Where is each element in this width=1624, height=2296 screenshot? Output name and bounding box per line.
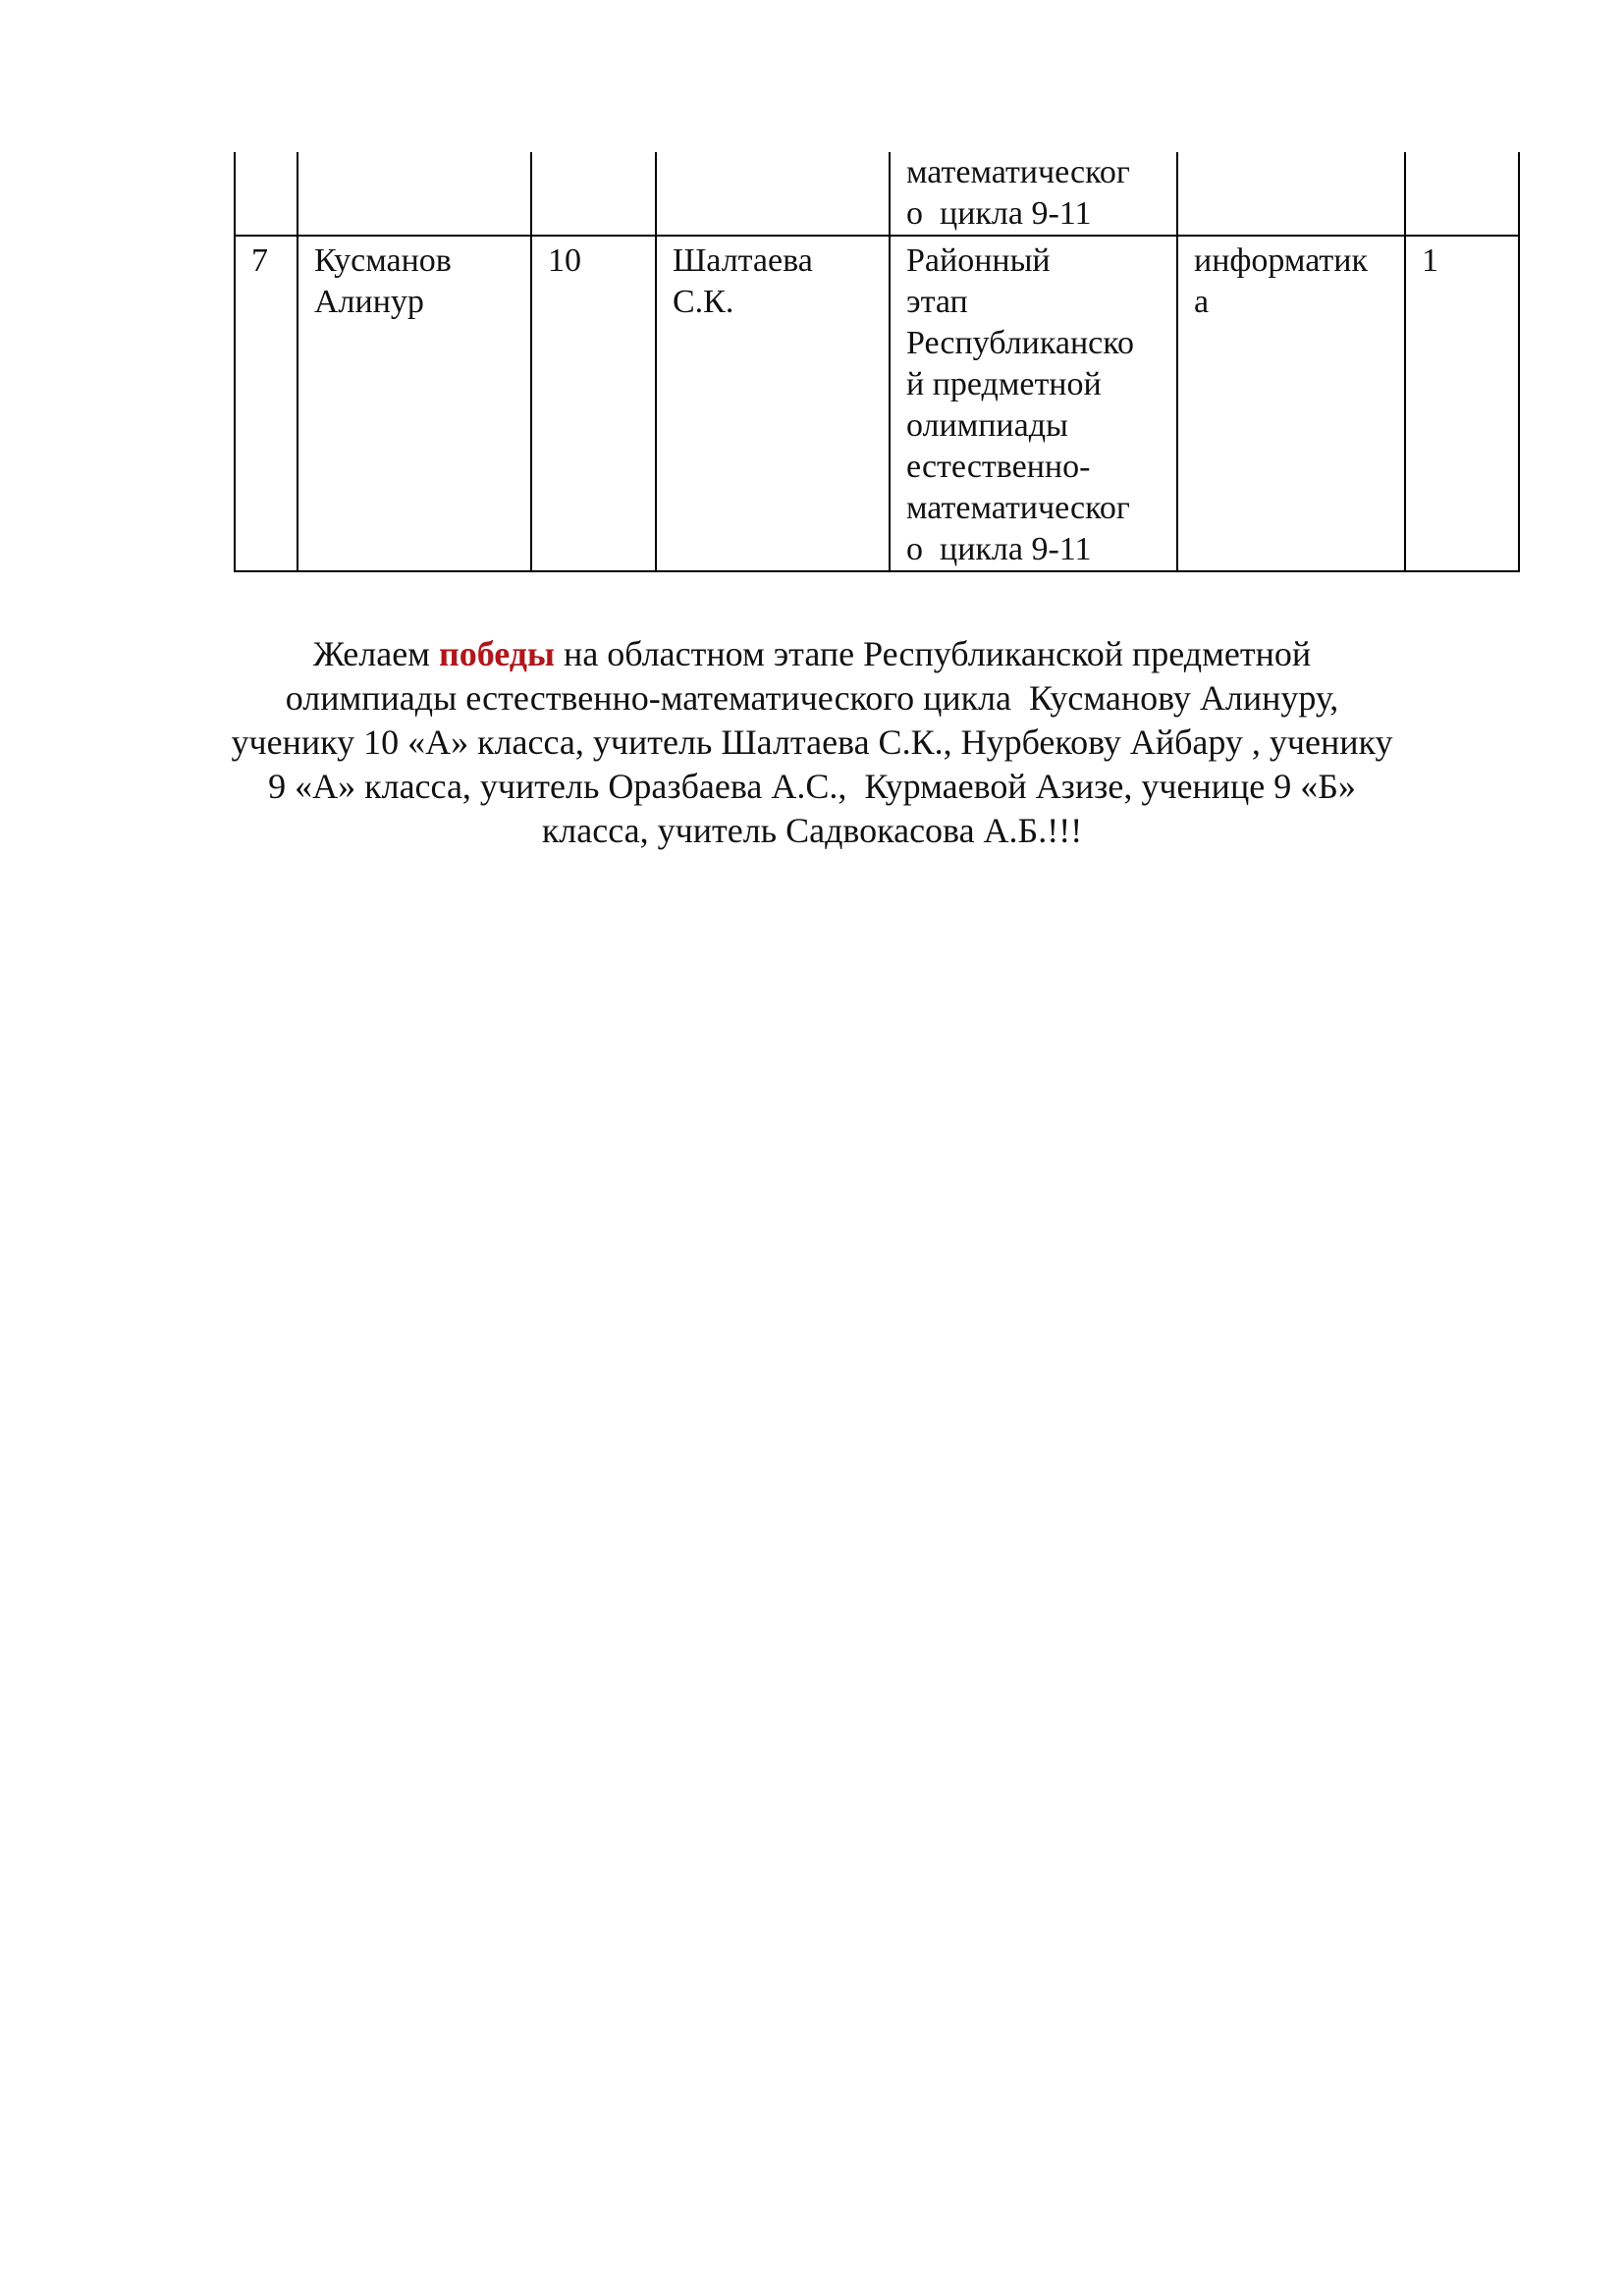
subject-line: а — [1194, 284, 1210, 320]
name-line: Кусманов — [314, 242, 452, 279]
cell-teacher — [656, 236, 890, 571]
congrats-text: Желаем — [312, 634, 439, 673]
teacher-line: Шалтаева — [673, 242, 813, 279]
event-line: естественно- — [906, 449, 1091, 485]
event-line: олимпиады — [906, 407, 1068, 444]
event-line: математическог — [906, 154, 1130, 190]
cell-num — [235, 152, 298, 236]
cell-place — [1405, 152, 1519, 236]
congratulation-paragraph — [196, 632, 1428, 853]
cell-subject — [1177, 236, 1405, 571]
subject-line: информатик — [1194, 242, 1368, 279]
event-line: Районный — [906, 242, 1051, 279]
table-row — [235, 236, 1519, 571]
cell-num: 7 — [235, 236, 298, 571]
congrats-line-3: ученику 10 «А» класса, учитель Шалтаева С.К., Нурбекову Айбару , ученику — [231, 722, 1393, 762]
event-line: о цикла 9-11 — [906, 195, 1092, 232]
cell-subject — [1177, 152, 1405, 236]
cell-grade — [531, 152, 656, 236]
event-line: й предметной — [906, 366, 1102, 402]
name-line: Алинур — [314, 284, 424, 320]
table-row-continuation — [235, 152, 1519, 236]
event-line: математическог — [906, 490, 1130, 526]
cell-event — [890, 152, 1177, 236]
congrats-line-5: класса, учитель Садвокасова А.Б.!!! — [541, 811, 1083, 850]
event-line: Республиканско — [906, 325, 1135, 361]
cell-teacher — [656, 152, 890, 236]
cell-event — [890, 236, 1177, 571]
cell-grade: 10 — [531, 236, 656, 571]
congrats-line-4: 9 «А» класса, учитель Оразбаева А.С., Курмаевой Азизе, ученице 9 «Б» — [268, 767, 1356, 806]
cell-place: 1 — [1405, 236, 1519, 571]
cell-name — [298, 236, 531, 571]
teacher-line: С.К. — [673, 284, 734, 320]
highlight-word: победы — [438, 634, 556, 673]
congrats-text: на областном этапе Республиканской предметной — [555, 634, 1312, 673]
olympiad-results-table — [234, 152, 1520, 572]
event-line: этап — [906, 284, 968, 320]
event-line: о цикла 9-11 — [906, 531, 1092, 567]
cell-name — [298, 152, 531, 236]
congrats-line-1 — [196, 632, 1428, 676]
congrats-line-2: олимпиады естественно-математического цикла Кусманову Алинуру, — [285, 678, 1339, 718]
